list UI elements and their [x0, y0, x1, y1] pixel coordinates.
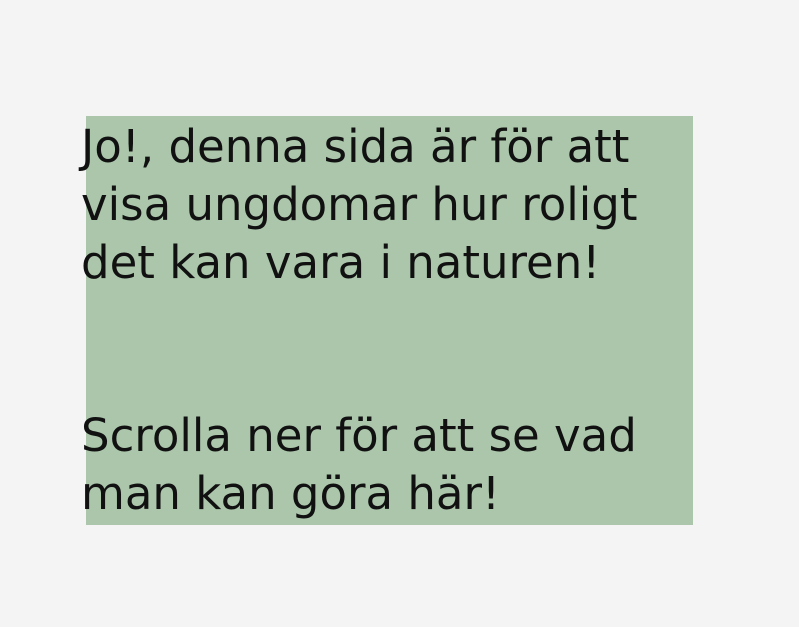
intro-paragraph-1: Jo!, denna sida är för att visa ungdomar hur roligt det kan vara i naturen! [81, 120, 638, 289]
intro-paragraph-2: Scrolla ner för att se vad man kan göra här! [81, 409, 637, 520]
intro-box [81, 116, 693, 525]
